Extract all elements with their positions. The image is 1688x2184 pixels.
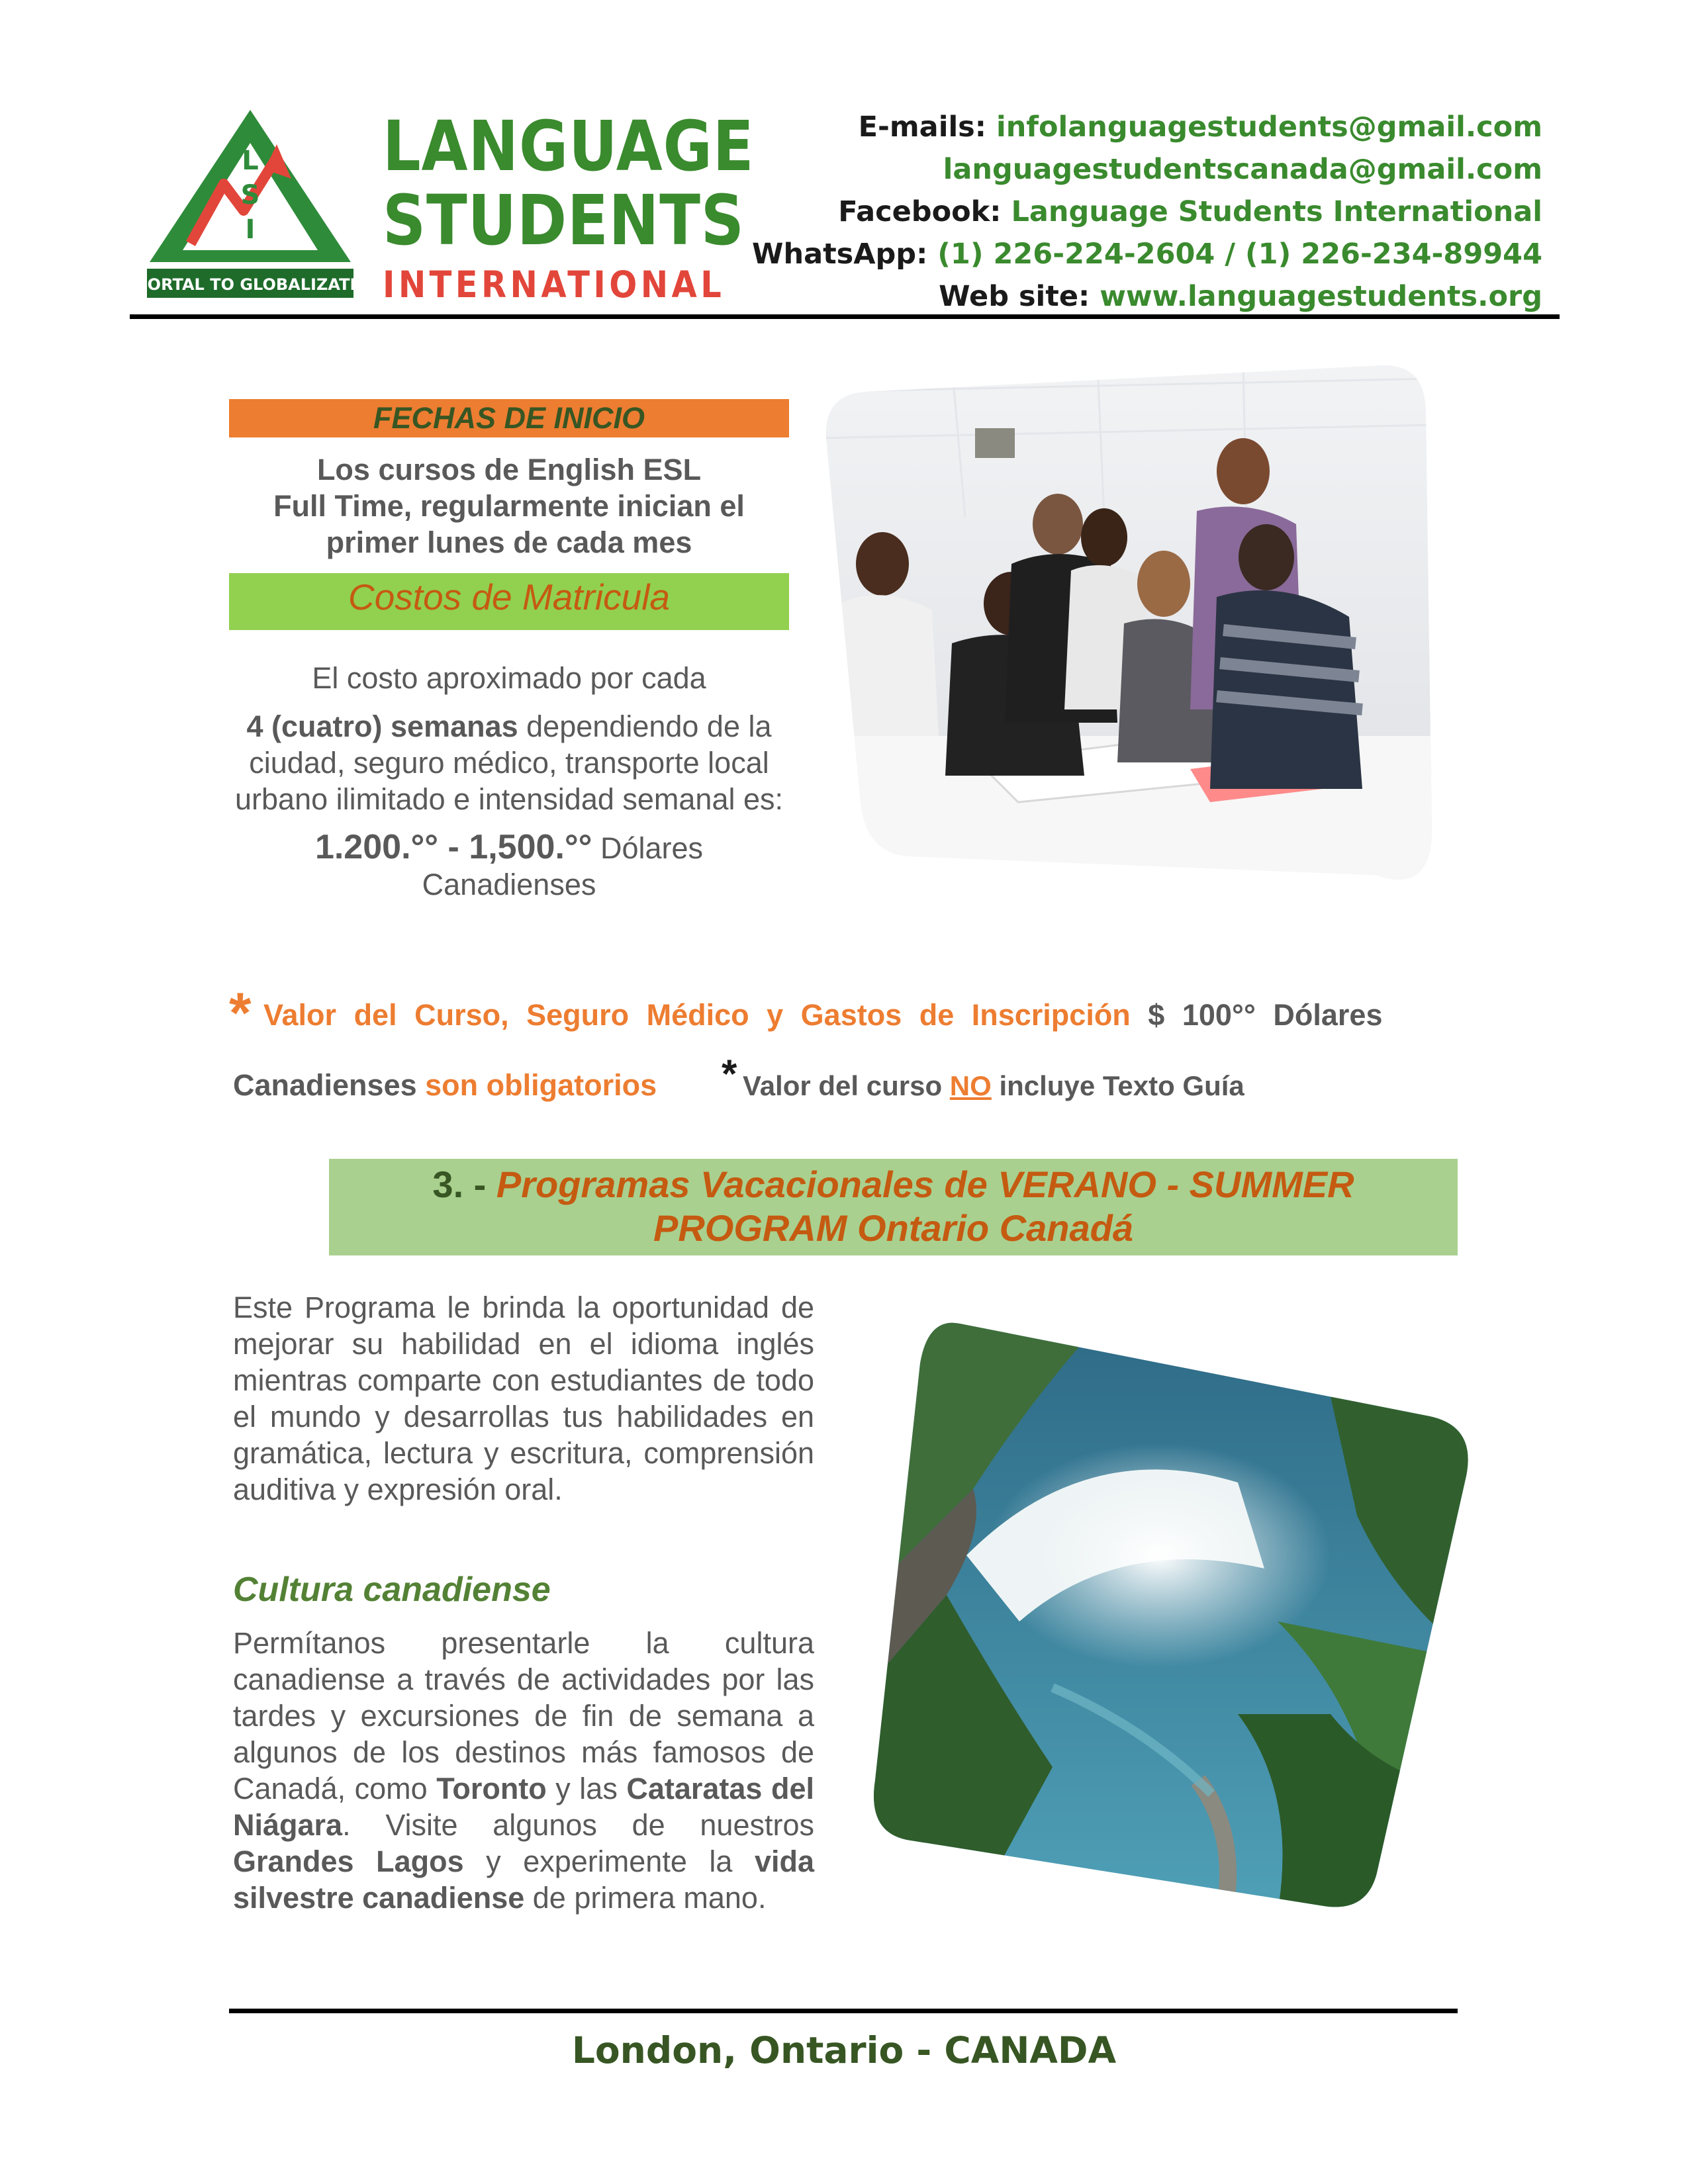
- section3-heading-band: [329, 1159, 1458, 1255]
- fechas-line-3: primer lunes de cada mes: [326, 525, 692, 559]
- costos-weeks: 4 (cuatro) semanas: [246, 709, 518, 743]
- brand-name-line1: LANGUAGE: [383, 106, 755, 187]
- culture-text-b: y las: [546, 1772, 627, 1805]
- emails-label: E-mails:: [858, 111, 986, 144]
- asterisk-icon: *: [229, 981, 252, 1045]
- brand-name-line3: INTERNATIONAL: [383, 263, 726, 306]
- header-divider: [130, 314, 1560, 319]
- footer-divider: [229, 2009, 1458, 2013]
- note-texto-pre: Valor del curso: [743, 1070, 950, 1101]
- culture-cataratas: Cataratas del Niágara: [233, 1772, 814, 1842]
- classroom-students-photo: [820, 365, 1435, 920]
- lsi-logo-icon: [118, 105, 383, 303]
- note-texto-guia: [743, 1068, 1244, 1103]
- logo-tagline: A PORTAL TO GLOBALIZATION: [118, 275, 383, 294]
- note-costs-list: Valor del Curso, Seguro Médico y Gastos de Inscripción: [263, 998, 1131, 1032]
- whatsapp-label: WhatsApp:: [752, 238, 928, 271]
- note-fee-amount: $ 100°° Dólares: [1130, 998, 1383, 1032]
- costos-heading: Costos de Matricula: [348, 576, 671, 617]
- costos-price: [229, 829, 789, 903]
- whatsapp-numbers[interactable]: (1) 226-224-2604 / (1) 226-234-89944: [937, 238, 1542, 271]
- logo-letter-s: S: [240, 180, 260, 210]
- culture-text-e: de primera mano.: [524, 1881, 767, 1915]
- email-link-2[interactable]: languagestudentscanada@gmail.com: [943, 153, 1542, 186]
- brand-name-line2: STUDENTS: [383, 180, 745, 261]
- facebook-link[interactable]: Language Students International: [1011, 195, 1542, 228]
- section3-number: 3. -: [432, 1163, 487, 1205]
- footer-location: London, Ontario - CANADA: [571, 2029, 1117, 2071]
- website-label: Web site:: [939, 280, 1090, 313]
- program-description: Este Programa le brinda la oportunidad de mejorar su habilidad en el idioma inglés mientras comparte con estudiantes de todo el mundo y desarrollas tus habilidades en gramática, lectura y escritura, comprensión auditiva y expresión oral.: [233, 1291, 814, 1506]
- facebook-label: Facebook:: [838, 195, 1002, 228]
- costos-detail: [229, 708, 789, 817]
- section3-title-line1: [329, 1163, 1458, 1206]
- note-required: son obligatorios: [416, 1068, 657, 1102]
- fechas-heading-band: [229, 399, 789, 437]
- costos-text: [229, 660, 789, 915]
- contact-email2-row: [752, 148, 1542, 191]
- culture-description: [233, 1625, 814, 1916]
- fechas-text: [229, 451, 789, 561]
- costos-heading-band: [229, 573, 789, 630]
- culture-heading: Cultura canadiense: [233, 1570, 551, 1609]
- asterisk-icon-2: *: [722, 1052, 737, 1096]
- note-texto-post: incluye Texto Guía: [991, 1070, 1244, 1101]
- email-link-1[interactable]: infolanguagestudents@gmail.com: [996, 111, 1542, 144]
- note-obligatorios-line2: [233, 1068, 657, 1103]
- note-texto-no: NO: [949, 1070, 992, 1101]
- culture-text-c: . Visite algunos de nuestros: [342, 1808, 814, 1842]
- contact-website-row: [752, 275, 1542, 318]
- section3-title-line2: PROGRAM Ontario Canadá: [653, 1207, 1133, 1249]
- fechas-heading: FECHAS DE INICIO: [373, 401, 645, 435]
- costos-intro: El costo aproximado por cada: [312, 661, 706, 695]
- culture-toronto: Toronto: [436, 1772, 547, 1805]
- website-link[interactable]: www.languagestudents.org: [1100, 280, 1542, 313]
- fechas-line-2: Full Time, regularmente inician el: [273, 489, 745, 523]
- culture-vida: vida silvestre canadiense: [233, 1844, 815, 1915]
- note-currency: Canadienses: [233, 1068, 417, 1102]
- culture-lagos: Grandes Lagos: [233, 1844, 464, 1878]
- contact-block: [752, 106, 1542, 318]
- costos-price-currency: Dólares Canadienses: [422, 831, 704, 901]
- note-obligatorios-line1: [263, 998, 1455, 1032]
- niagara-falls-photo: [867, 1317, 1476, 1913]
- logo-letter-i: I: [245, 214, 256, 245]
- logo-letter-l: L: [242, 146, 259, 176]
- costos-detail-rest: dependiendo de la ciudad, seguro médico, transporte local urbano ilimitado e intensidad semanal es:: [235, 709, 783, 816]
- contact-facebook-row: [752, 191, 1542, 233]
- section3-title-a: Programas Vacacionales de VERANO - SUMMER: [486, 1163, 1354, 1205]
- fechas-line-1: Los cursos de English ESL: [316, 453, 702, 486]
- culture-text-d: y experimente la: [463, 1844, 755, 1878]
- culture-text-a: Permítanos presentarle la cultura canadiense a través de actividades por las tardes y excursiones de fin de semana a algunos de los destinos más famosos de Canadá, como: [233, 1626, 814, 1805]
- contact-emails-row: [752, 106, 1542, 148]
- contact-whatsapp-row: [752, 233, 1542, 275]
- costos-price-amount: 1.200.°° - 1,500.°°: [314, 828, 592, 866]
